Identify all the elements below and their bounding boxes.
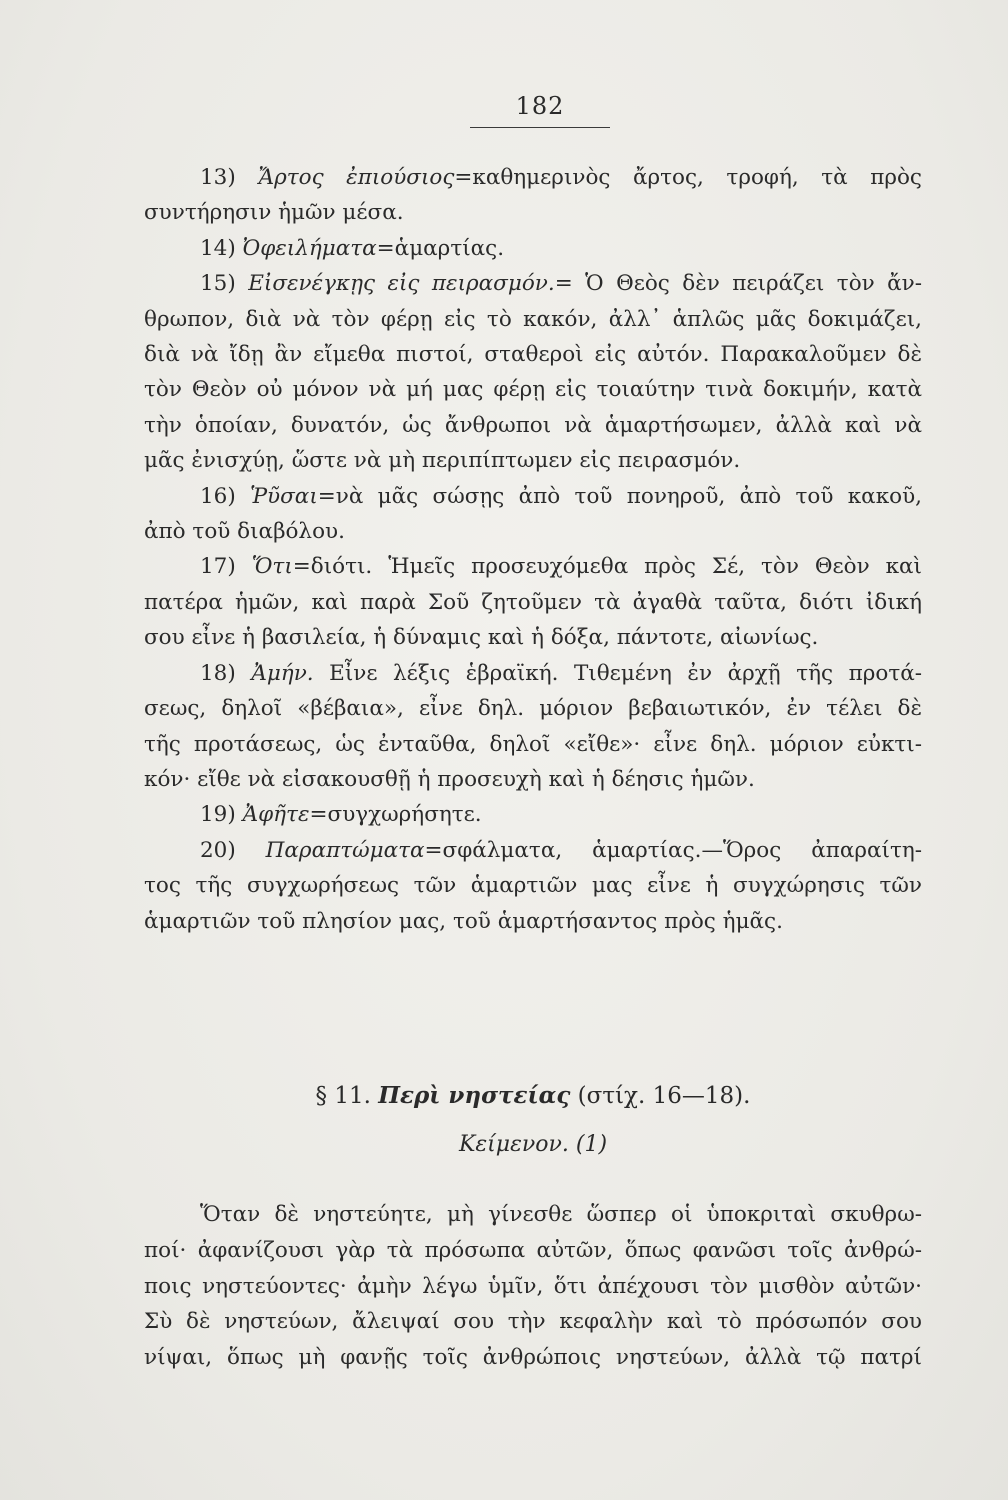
- note-line: 18) Ἀμήν. Εἶνε λέξις ἑβραϊκή. Τιθεμένη ἐν ἀρχῇ τῆς προτά-: [200, 660, 922, 686]
- note-line: σεως, δηλοῖ «βέβαια», εἶνε δηλ. μόριον βεβαιωτικόν, ἐν τέλει δὲ: [144, 696, 922, 722]
- note-line: τῆς προτάσεως, ὡς ἐνταῦθα, δηλοῖ «εἴθε»· εἶνε δηλ. μόριον εὐκτι-: [144, 731, 922, 757]
- scripture-line: νίψαι, ὅπως μὴ φανῇς τοῖς ἀνθρώποις νηστεύων, ἀλλὰ τῷ πατρί: [144, 1345, 922, 1371]
- section-verses: (στίχ. 16—18).: [577, 1083, 751, 1109]
- note-line: τὸν Θεὸν οὐ μόνον νὰ μή μας φέρῃ εἰς τοιαύτην τινὰ δοκιμήν, κατὰ: [144, 377, 922, 403]
- note-term: Ἄρτος ἐπιούσιος: [258, 165, 455, 190]
- scripture-line: Σὺ δὲ νηστεύων, ἄλειψαί σου τὴν κεφαλὴν καὶ τὸ πρόσωπόν σου: [144, 1309, 922, 1335]
- section-heading: [144, 1078, 922, 1114]
- note-term: Ἀμήν.: [251, 660, 314, 686]
- note-line: 19) Ἀφῆτε=συγχωρήσητε.: [200, 802, 482, 828]
- note-line: τὴν ὁποίαν, δυνατόν, ὡς ἄνθρωποι νὰ ἁμαρτήσωμεν, ἀλλὰ καὶ νὰ: [144, 412, 922, 438]
- note-line: μᾶς ἐνισχύῃ, ὥστε νὰ μὴ περιπίπτωμεν εἰς πειρασμόν.: [144, 448, 741, 474]
- note-line: 13) Ἄρτος ἐπιούσιος=καθημερινὸς ἄρτος, τροφή, τὰ πρὸς: [200, 165, 922, 190]
- note-line: συντήρησιν ἡμῶν μέσα.: [144, 200, 404, 226]
- note-line: σου εἶνε ἡ βασιλεία, ἡ δύναμις καὶ ἡ δόξα, πάντοτε, αἰωνίως.: [144, 625, 819, 651]
- subheading: Κείμενον. (1): [458, 1132, 608, 1157]
- note-term: Εἰσενέγκῃς εἰς πειρασμόν.: [248, 271, 555, 297]
- scripture-text: [144, 1197, 922, 1376]
- note-line: τος τῆς συγχωρήσεως τῶν ἁμαρτιῶν μας εἶνε ἡ συγχώρησις τῶν: [144, 873, 922, 899]
- note-line: 15) Εἰσενέγκῃς εἰς πειρασμόν.= Ὁ Θεὸς δὲν πειράζει τὸν ἄν-: [200, 271, 922, 297]
- note-term: Ὅτι: [251, 554, 293, 580]
- scripture-line: Ὅταν δὲ νηστεύητε, μὴ γίνεσθε ὥσπερ οἱ ὑποκριταὶ σκυθρω-: [200, 1202, 922, 1227]
- scripture-line: ποί· ἀφανίζουσι γὰρ τὰ πρόσωπα αὐτῶν, ὅπως φανῶσι τοῖς ἀνθρώ-: [144, 1237, 922, 1263]
- note-line: θρωπον, διὰ νὰ τὸν φέρῃ εἰς τὸ κακόν, ἀλλ᾽ ἁπλῶς μᾶς δοκιμάζει,: [144, 306, 922, 332]
- note-line: πατέρα ἡμῶν, καὶ παρὰ Σοῦ ζητοῦμεν τὰ ἀγαθὰ ταῦτα, διότι ἰδική: [144, 589, 922, 615]
- note-term: Παραπτώματα: [265, 837, 425, 863]
- note-line: ἀπὸ τοῦ διαβόλου.: [144, 519, 345, 545]
- note-line: 14) Ὀφειλήματα=ἁμαρτίας.: [200, 235, 505, 261]
- section-title: Περὶ νηστείας: [378, 1082, 571, 1109]
- note-line: κόν· εἴθε νὰ εἰσακουσθῇ ἡ προσευχὴ καὶ ἡ δέησις ἡμῶν.: [144, 766, 755, 792]
- header-rule: [470, 127, 610, 128]
- section-number: § 11.: [315, 1083, 371, 1109]
- note-line: 16) Ῥῦσαι=νὰ μᾶς σώσῃς ἀπὸ τοῦ πονηροῦ, ἀπὸ τοῦ κακοῦ,: [200, 483, 922, 509]
- scripture-line: ποις νηστεύοντες· ἀμὴν λέγω ὑμῖν, ὅτι ἀπέχουσι τὸν μισθὸν αὐτῶν·: [144, 1273, 922, 1299]
- note-term: Ῥῦσαι: [250, 483, 318, 509]
- note-line: 17) Ὅτι=διότι. Ἡμεῖς προσευχόμεθα πρὸς Σέ, τὸν Θεὸν καὶ: [200, 554, 922, 580]
- note-term: Ὀφειλήματα: [242, 235, 377, 261]
- note-line: διὰ νὰ ἴδῃ ἂν εἴμεθα πιστοί, σταθεροὶ εἰς αὐτόν. Παρακαλοῦμεν δὲ: [144, 342, 922, 368]
- notes-block: [144, 160, 922, 939]
- note-term: Ἀφῆτε: [242, 802, 310, 828]
- page-number: 182: [515, 92, 565, 120]
- note-line: 20) Παραπτώματα=σφάλματα, ἁμαρτίας.—Ὅρος ἀπαραίτη-: [200, 837, 922, 863]
- note-line: ἁμαρτιῶν τοῦ πλησίον μας, τοῦ ἁμαρτήσαντος πρὸς ἡμᾶς.: [144, 908, 783, 934]
